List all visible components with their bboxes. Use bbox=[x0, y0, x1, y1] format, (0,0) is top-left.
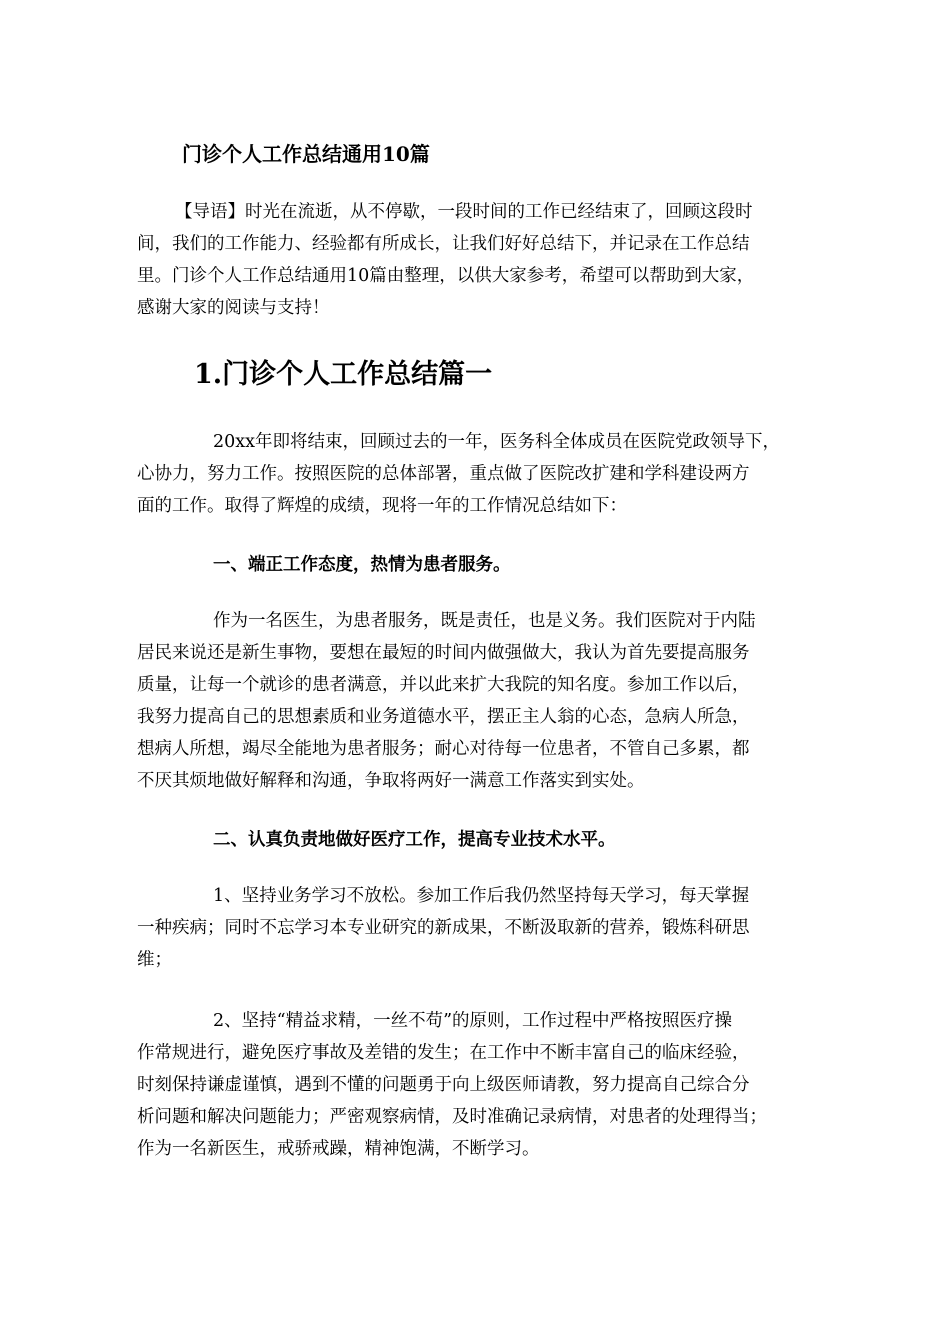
paragraph-line: 想病人所想，竭尽全能地为患者服务；耐心对待每一位患者，不管自己多累，都 bbox=[137, 739, 750, 759]
intro-line: 感谢大家的阅读与支持！ bbox=[137, 298, 330, 318]
paragraph-line: 一种疾病；同时不忘学习本专业研究的新成果，不断汲取新的营养，锻炼科研思 bbox=[137, 918, 750, 938]
paragraph-line: 作为一名医生，为患者服务，既是责任，也是义务。我们医院对于内陆 bbox=[213, 611, 756, 631]
paragraph-line: 居民来说还是新生事物，要想在最短的时间内做强做大，我认为首先要提高服务 bbox=[137, 643, 750, 663]
intro-line: 【导语】时光在流逝，从不停歇，一段时间的工作已经结束了，回顾这段时 bbox=[175, 202, 753, 222]
paragraph-2 bbox=[137, 605, 817, 797]
intro-line: 间，我们的工作能力、经验都有所成长，让我们好好总结下，并记录在工作总结 bbox=[137, 234, 750, 254]
paragraph-line: 作常规进行，避免医疗事故及差错的发生；在工作中不断丰富自己的临床经验， bbox=[137, 1043, 750, 1063]
paragraph-line: 作为一名新医生，戒骄戒躁，精神饱满，不断学习。 bbox=[137, 1139, 540, 1159]
section-heading: 1.门诊个人工作总结篇一 bbox=[194, 359, 493, 390]
intro-line: 里。门诊个人工作总结通用10篇由整理，以供大家参考，希望可以帮助到大家， bbox=[137, 266, 755, 286]
intro-paragraph bbox=[137, 196, 817, 324]
paragraph-line: 面的工作。取得了辉煌的成绩，现将一年的工作情况总结如下： bbox=[137, 496, 627, 516]
paragraph-line: 时刻保持谦虚谨慎，遇到不懂的问题勇于向上级医师请教，努力提高自己综合分 bbox=[137, 1075, 750, 1095]
paragraph-line: 维； bbox=[137, 950, 172, 970]
paragraph-1 bbox=[137, 426, 817, 522]
paragraph-line: 心协力，努力工作。按照医院的总体部署，重点做了医院改扩建和学科建设两方 bbox=[137, 464, 750, 484]
paragraph-line: 2、坚持“精益求精，一丝不苟”的原则，工作过程中严格按照医疗操 bbox=[213, 1011, 733, 1031]
paragraph-line: 我努力提高自己的思想素质和业务道德水平，摆正主人翁的心态，急病人所急， bbox=[137, 707, 750, 727]
subheading-2: 二、认真负责地做好医疗工作，提高专业技术水平。 bbox=[213, 830, 616, 850]
paragraph-line: 1、坚持业务学习不放松。参加工作后我仍然坚持每天学习，每天掌握 bbox=[213, 886, 750, 906]
paragraph-3 bbox=[137, 880, 817, 976]
subheading-1: 一、端正工作态度，热情为患者服务。 bbox=[213, 555, 511, 575]
paragraph-4 bbox=[137, 1005, 817, 1165]
paragraph-line: 20xx年即将结束，回顾过去的一年，医务科全体成员在医院党政领导下， bbox=[213, 432, 781, 452]
document-title: 门诊个人工作总结通用10篇 bbox=[182, 142, 430, 166]
paragraph-line: 质量，让每一个就诊的患者满意，并以此来扩大我院的知名度。参加工作以后， bbox=[137, 675, 750, 695]
paragraph-line: 析问题和解决问题能力；严密观察病情，及时准确记录病情，对患者的处理得当； bbox=[137, 1107, 767, 1127]
paragraph-line: 不厌其烦地做好解释和沟通，争取将两好一满意工作落实到实处。 bbox=[137, 771, 645, 791]
